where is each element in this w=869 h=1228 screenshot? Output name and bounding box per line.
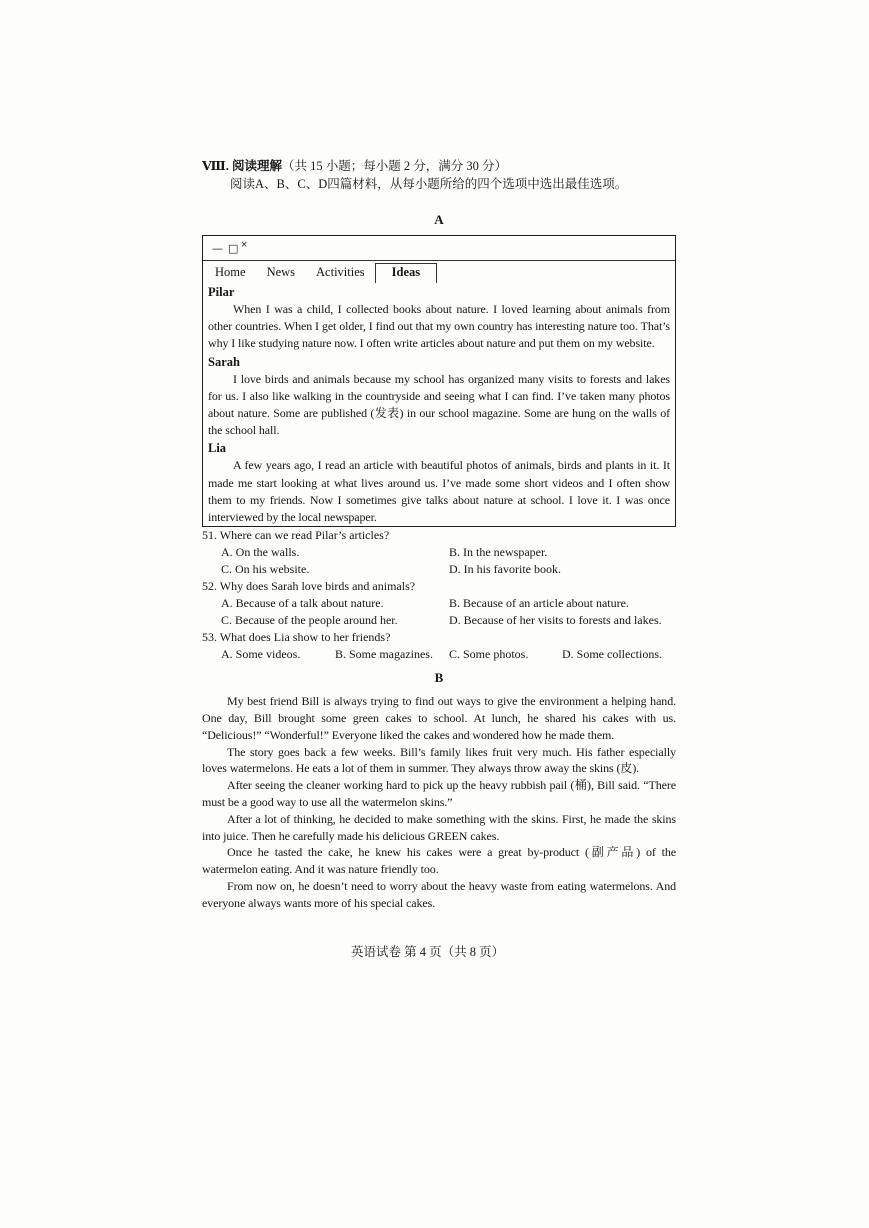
question-stem (202, 629, 676, 646)
webpage-box (202, 235, 676, 527)
maximize-icon: □ (228, 241, 239, 255)
passage-a-label: A (434, 212, 444, 227)
option-d: D. In his favorite book. (449, 562, 561, 577)
question-number: 51. (202, 528, 217, 543)
section-title: Ⅷ. 阅读理解 (202, 159, 282, 173)
section-instruction: 阅读A、B、C、D四篇材料，从每小题所给的四个选项中选出最佳选项。 (230, 177, 628, 191)
question-number: 52. (202, 579, 217, 594)
question-number: 53. (202, 630, 217, 645)
option-b: B. Some magazines. (335, 647, 433, 662)
question-list (202, 527, 676, 663)
paragraph: Once he tasted the cake, he knew his cakes were a great by-product (副产品) of the watermelon eating. And it was nature friendly too. (202, 845, 676, 877)
section-scoring: （共 15 小题；每小题 2 分，满分 30 分） (282, 159, 508, 173)
option-b: B. Because of an article about nature. (449, 596, 629, 611)
option-c: C. On his website. (221, 562, 310, 577)
paragraph: After seeing the cleaner working hard to pick up the heavy rubbish pail (桶), Bill said. “There must be a good way to use all the watermelon skins.” (202, 778, 676, 810)
entry-text: I love birds and animals because my school has organized many visits to forests and lakes for us. I also like walking in the countryside and seeing what I can find. I’ve taken many photos about nature. Some are published (发表) in our school magazine. Some are hung on the walls of the school hall. (208, 371, 670, 438)
option-list (202, 646, 676, 663)
passage-b-label: B (434, 670, 444, 686)
section-heading (202, 157, 676, 175)
option-a: A. Because of a talk about nature. (221, 596, 384, 611)
option-a: A. Some videos. (221, 647, 301, 662)
paragraph: After a lot of thinking, he decided to make something with the skins. First, he made the skins into juice. Then he carefully made his delicious GREEN cakes. (202, 811, 676, 843)
entry-name: Sarah (208, 354, 240, 369)
option-d: D. Because of her visits to forests and lakes. (449, 613, 662, 628)
option-c: C. Some photos. (449, 647, 529, 662)
webpage-tabs (203, 261, 675, 283)
question-text: Where can we read Pilar’s articles? (219, 528, 390, 543)
entry-text: When I was a child, I collected books about nature. I loved learning about animals from other countries. When I get older, I find out that my own country has interesting nature too. That’s why I like studying nature now. I often write articles about nature and put them on my website. (208, 302, 670, 351)
question-52 (202, 578, 676, 629)
option-c: C. Because of the people around her. (221, 613, 398, 628)
passage-b (202, 693, 676, 911)
paragraph: From now on, he doesn’t need to worry about the heavy waste from eating watermelons. And everyone always wants more of his special cakes. (202, 879, 676, 910)
entry-name: Lia (208, 441, 227, 456)
question-text: Why does Sarah love birds and animals? (219, 579, 416, 594)
window-titlebar (203, 236, 675, 261)
question-stem (202, 578, 676, 595)
tab-home: Home (215, 265, 246, 279)
page-footer: 英语试卷 第 4 页（共 8 页） (351, 945, 505, 959)
question-stem (202, 527, 676, 544)
entry-pilar (203, 283, 675, 353)
minimize-icon: — (212, 241, 223, 255)
tab-ideas: Ideas (375, 263, 437, 283)
question-51 (202, 527, 676, 578)
option-list (202, 595, 676, 629)
paragraph: The story goes back a few weeks. Bill’s family likes fruit very much. His father especially loves watermelons. He eats a lot of them in summer. They always throw away the skins (皮). (202, 744, 676, 776)
tab-news: News (266, 265, 296, 279)
entry-lia (203, 439, 675, 526)
entry-name: Pilar (208, 285, 235, 299)
paragraph: My best friend Bill is always trying to find out ways to give the environment a helping hand. One day, Bill brought some green cakes to school. At lunch, he shared his cakes with us. “Delicious!” “Wonderful!” Everyone liked the cakes and wondered how he made them. (202, 694, 676, 742)
question-text: What does Lia show to her friends? (219, 630, 391, 645)
tab-activities: Activities (316, 265, 365, 279)
entry-text: A few years ago, I read an article with beautiful photos of animals, birds and plants in it. It made me start looking at what lives around us. I’ve made some short videos and I often show them to my friends. Now I sometimes give talks about nature at school. I love it. I was once interviewed by the local newspaper. (208, 458, 670, 525)
question-53 (202, 629, 676, 663)
exam-page (202, 157, 676, 912)
option-a: A. On the walls. (221, 545, 300, 560)
option-d: D. Some collections. (562, 647, 662, 662)
close-icon: × (240, 240, 248, 250)
entry-sarah (203, 353, 675, 440)
option-b: B. In the newspaper. (449, 545, 548, 560)
option-list (202, 544, 676, 578)
